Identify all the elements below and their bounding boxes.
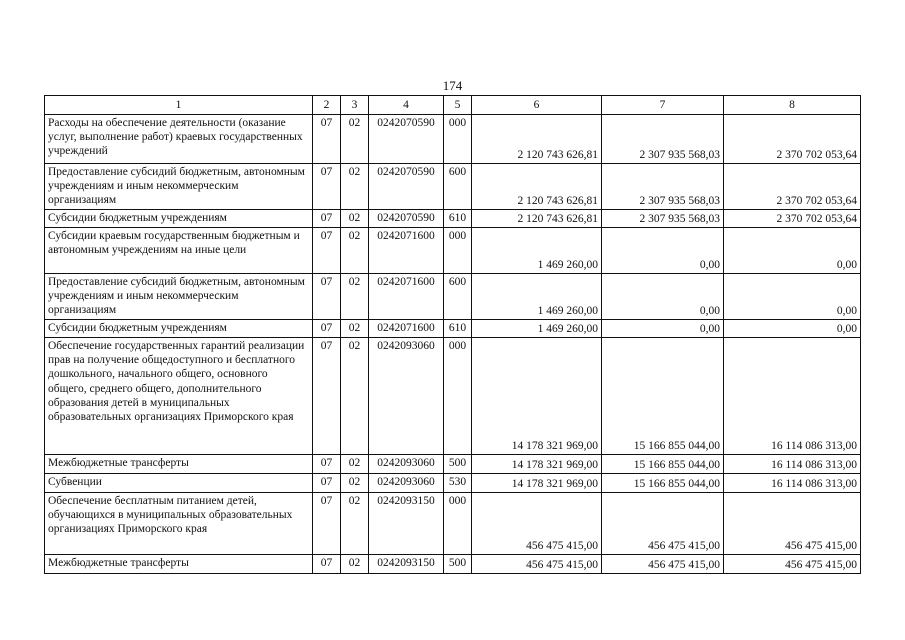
amount-col7: 2 307 935 568,03 [602, 164, 724, 210]
amount-col7: 2 307 935 568,03 [602, 115, 724, 164]
amount-col8: 2 370 702 053,64 [724, 164, 861, 210]
expense-type-code: 530 [444, 474, 472, 493]
subsection-code: 02 [341, 455, 369, 474]
table-row [45, 115, 861, 164]
expense-name: Субсидии краевым государственным бюджетным и автономным учреждениям на иные цели [45, 228, 313, 274]
target-article-code: 0242070590 [369, 164, 444, 210]
table-row [45, 493, 861, 555]
expense-type-code: 610 [444, 320, 472, 338]
target-article-code: 0242093150 [369, 493, 444, 555]
amount-col6: 456 475 415,00 [472, 555, 602, 574]
expense-type-code: 600 [444, 164, 472, 210]
subsection-code: 02 [341, 164, 369, 210]
table-row [45, 274, 861, 320]
column-header: 2 [313, 96, 341, 115]
section-code: 07 [313, 320, 341, 338]
amount-col6: 14 178 321 969,00 [472, 338, 602, 455]
header-row [45, 96, 861, 115]
amount-col7: 15 166 855 044,00 [602, 474, 724, 493]
subsection-code: 02 [341, 338, 369, 455]
expense-type-code: 000 [444, 493, 472, 555]
amount-col6: 456 475 415,00 [472, 493, 602, 555]
target-article-code: 0242093060 [369, 474, 444, 493]
expense-type-code: 600 [444, 274, 472, 320]
amount-col7: 0,00 [602, 228, 724, 274]
table-row [45, 555, 861, 574]
expense-name: Субвенции [45, 474, 313, 493]
amount-col8: 2 370 702 053,64 [724, 115, 861, 164]
expense-name: Предоставление субсидий бюджетным, автономным учреждениям и иным некоммерческим организациям [45, 274, 313, 320]
target-article-code: 0242071600 [369, 228, 444, 274]
amount-col7: 15 166 855 044,00 [602, 455, 724, 474]
amount-col8: 0,00 [724, 274, 861, 320]
subsection-code: 02 [341, 210, 369, 228]
expense-type-code: 610 [444, 210, 472, 228]
table-row [45, 210, 861, 228]
subsection-code: 02 [341, 115, 369, 164]
column-header: 4 [369, 96, 444, 115]
amount-col6: 2 120 743 626,81 [472, 115, 602, 164]
amount-col8: 16 114 086 313,00 [724, 474, 861, 493]
target-article-code: 0242070590 [369, 210, 444, 228]
expense-name: Субсидии бюджетным учреждениям [45, 320, 313, 338]
column-header: 7 [602, 96, 724, 115]
section-code: 07 [313, 210, 341, 228]
amount-col7: 2 307 935 568,03 [602, 210, 724, 228]
target-article-code: 0242093060 [369, 455, 444, 474]
target-article-code: 0242071600 [369, 274, 444, 320]
amount-col8: 2 370 702 053,64 [724, 210, 861, 228]
amount-col8: 16 114 086 313,00 [724, 455, 861, 474]
column-header: 5 [444, 96, 472, 115]
expense-type-code: 000 [444, 115, 472, 164]
column-header: 3 [341, 96, 369, 115]
expense-name: Предоставление субсидий бюджетным, автономным учреждениям и иным некоммерческим организациям [45, 164, 313, 210]
amount-col8: 16 114 086 313,00 [724, 338, 861, 455]
expense-name: Межбюджетные трансферты [45, 555, 313, 574]
amount-col6: 2 120 743 626,81 [472, 164, 602, 210]
amount-col6: 1 469 260,00 [472, 320, 602, 338]
amount-col7: 0,00 [602, 320, 724, 338]
table-row [45, 164, 861, 210]
amount-col7: 15 166 855 044,00 [602, 338, 724, 455]
amount-col6: 14 178 321 969,00 [472, 474, 602, 493]
amount-col7: 0,00 [602, 274, 724, 320]
expense-type-code: 000 [444, 338, 472, 455]
expense-name: Межбюджетные трансферты [45, 455, 313, 474]
section-code: 07 [313, 474, 341, 493]
expense-name: Расходы на обеспечение деятельности (оказание услуг, выполнение работ) краевых государственных учреждений [45, 115, 313, 164]
section-code: 07 [313, 455, 341, 474]
expense-type-code: 500 [444, 455, 472, 474]
table-row [45, 320, 861, 338]
target-article-code: 0242093150 [369, 555, 444, 574]
amount-col8: 0,00 [724, 228, 861, 274]
column-header: 6 [472, 96, 602, 115]
section-code: 07 [313, 493, 341, 555]
section-code: 07 [313, 228, 341, 274]
section-code: 07 [313, 274, 341, 320]
budget-table [44, 95, 861, 574]
amount-col6: 1 469 260,00 [472, 228, 602, 274]
table-row [45, 474, 861, 493]
amount-col7: 456 475 415,00 [602, 555, 724, 574]
amount-col8: 456 475 415,00 [724, 493, 861, 555]
expense-type-code: 500 [444, 555, 472, 574]
subsection-code: 02 [341, 555, 369, 574]
column-header: 8 [724, 96, 861, 115]
expense-type-code: 000 [444, 228, 472, 274]
table-row [45, 455, 861, 474]
table-header [45, 96, 861, 115]
subsection-code: 02 [341, 228, 369, 274]
subsection-code: 02 [341, 320, 369, 338]
amount-col8: 456 475 415,00 [724, 555, 861, 574]
target-article-code: 0242093060 [369, 338, 444, 455]
subsection-code: 02 [341, 274, 369, 320]
subsection-code: 02 [341, 474, 369, 493]
table-row [45, 338, 861, 455]
section-code: 07 [313, 164, 341, 210]
expense-name: Обеспечение бесплатным питанием детей, обучающихся в муниципальных образовательных организациях Приморского края [45, 493, 313, 555]
target-article-code: 0242070590 [369, 115, 444, 164]
expense-name: Субсидии бюджетным учреждениям [45, 210, 313, 228]
section-code: 07 [313, 115, 341, 164]
table-row [45, 228, 861, 274]
amount-col8: 0,00 [724, 320, 861, 338]
amount-col6: 14 178 321 969,00 [472, 455, 602, 474]
amount-col6: 2 120 743 626,81 [472, 210, 602, 228]
section-code: 07 [313, 555, 341, 574]
subsection-code: 02 [341, 493, 369, 555]
table-body [45, 115, 861, 574]
section-code: 07 [313, 338, 341, 455]
amount-col7: 456 475 415,00 [602, 493, 724, 555]
expense-name: Обеспечение государственных гарантий реализации прав на получение общедоступного и бесплатного дошкольного, начального общего, основного общего, среднего общего, дополнительного образования детей в муниципальных образовательных организациях Приморского края [45, 338, 313, 455]
target-article-code: 0242071600 [369, 320, 444, 338]
amount-col6: 1 469 260,00 [472, 274, 602, 320]
page-number: 174 [442, 78, 463, 93]
column-header: 1 [45, 96, 313, 115]
